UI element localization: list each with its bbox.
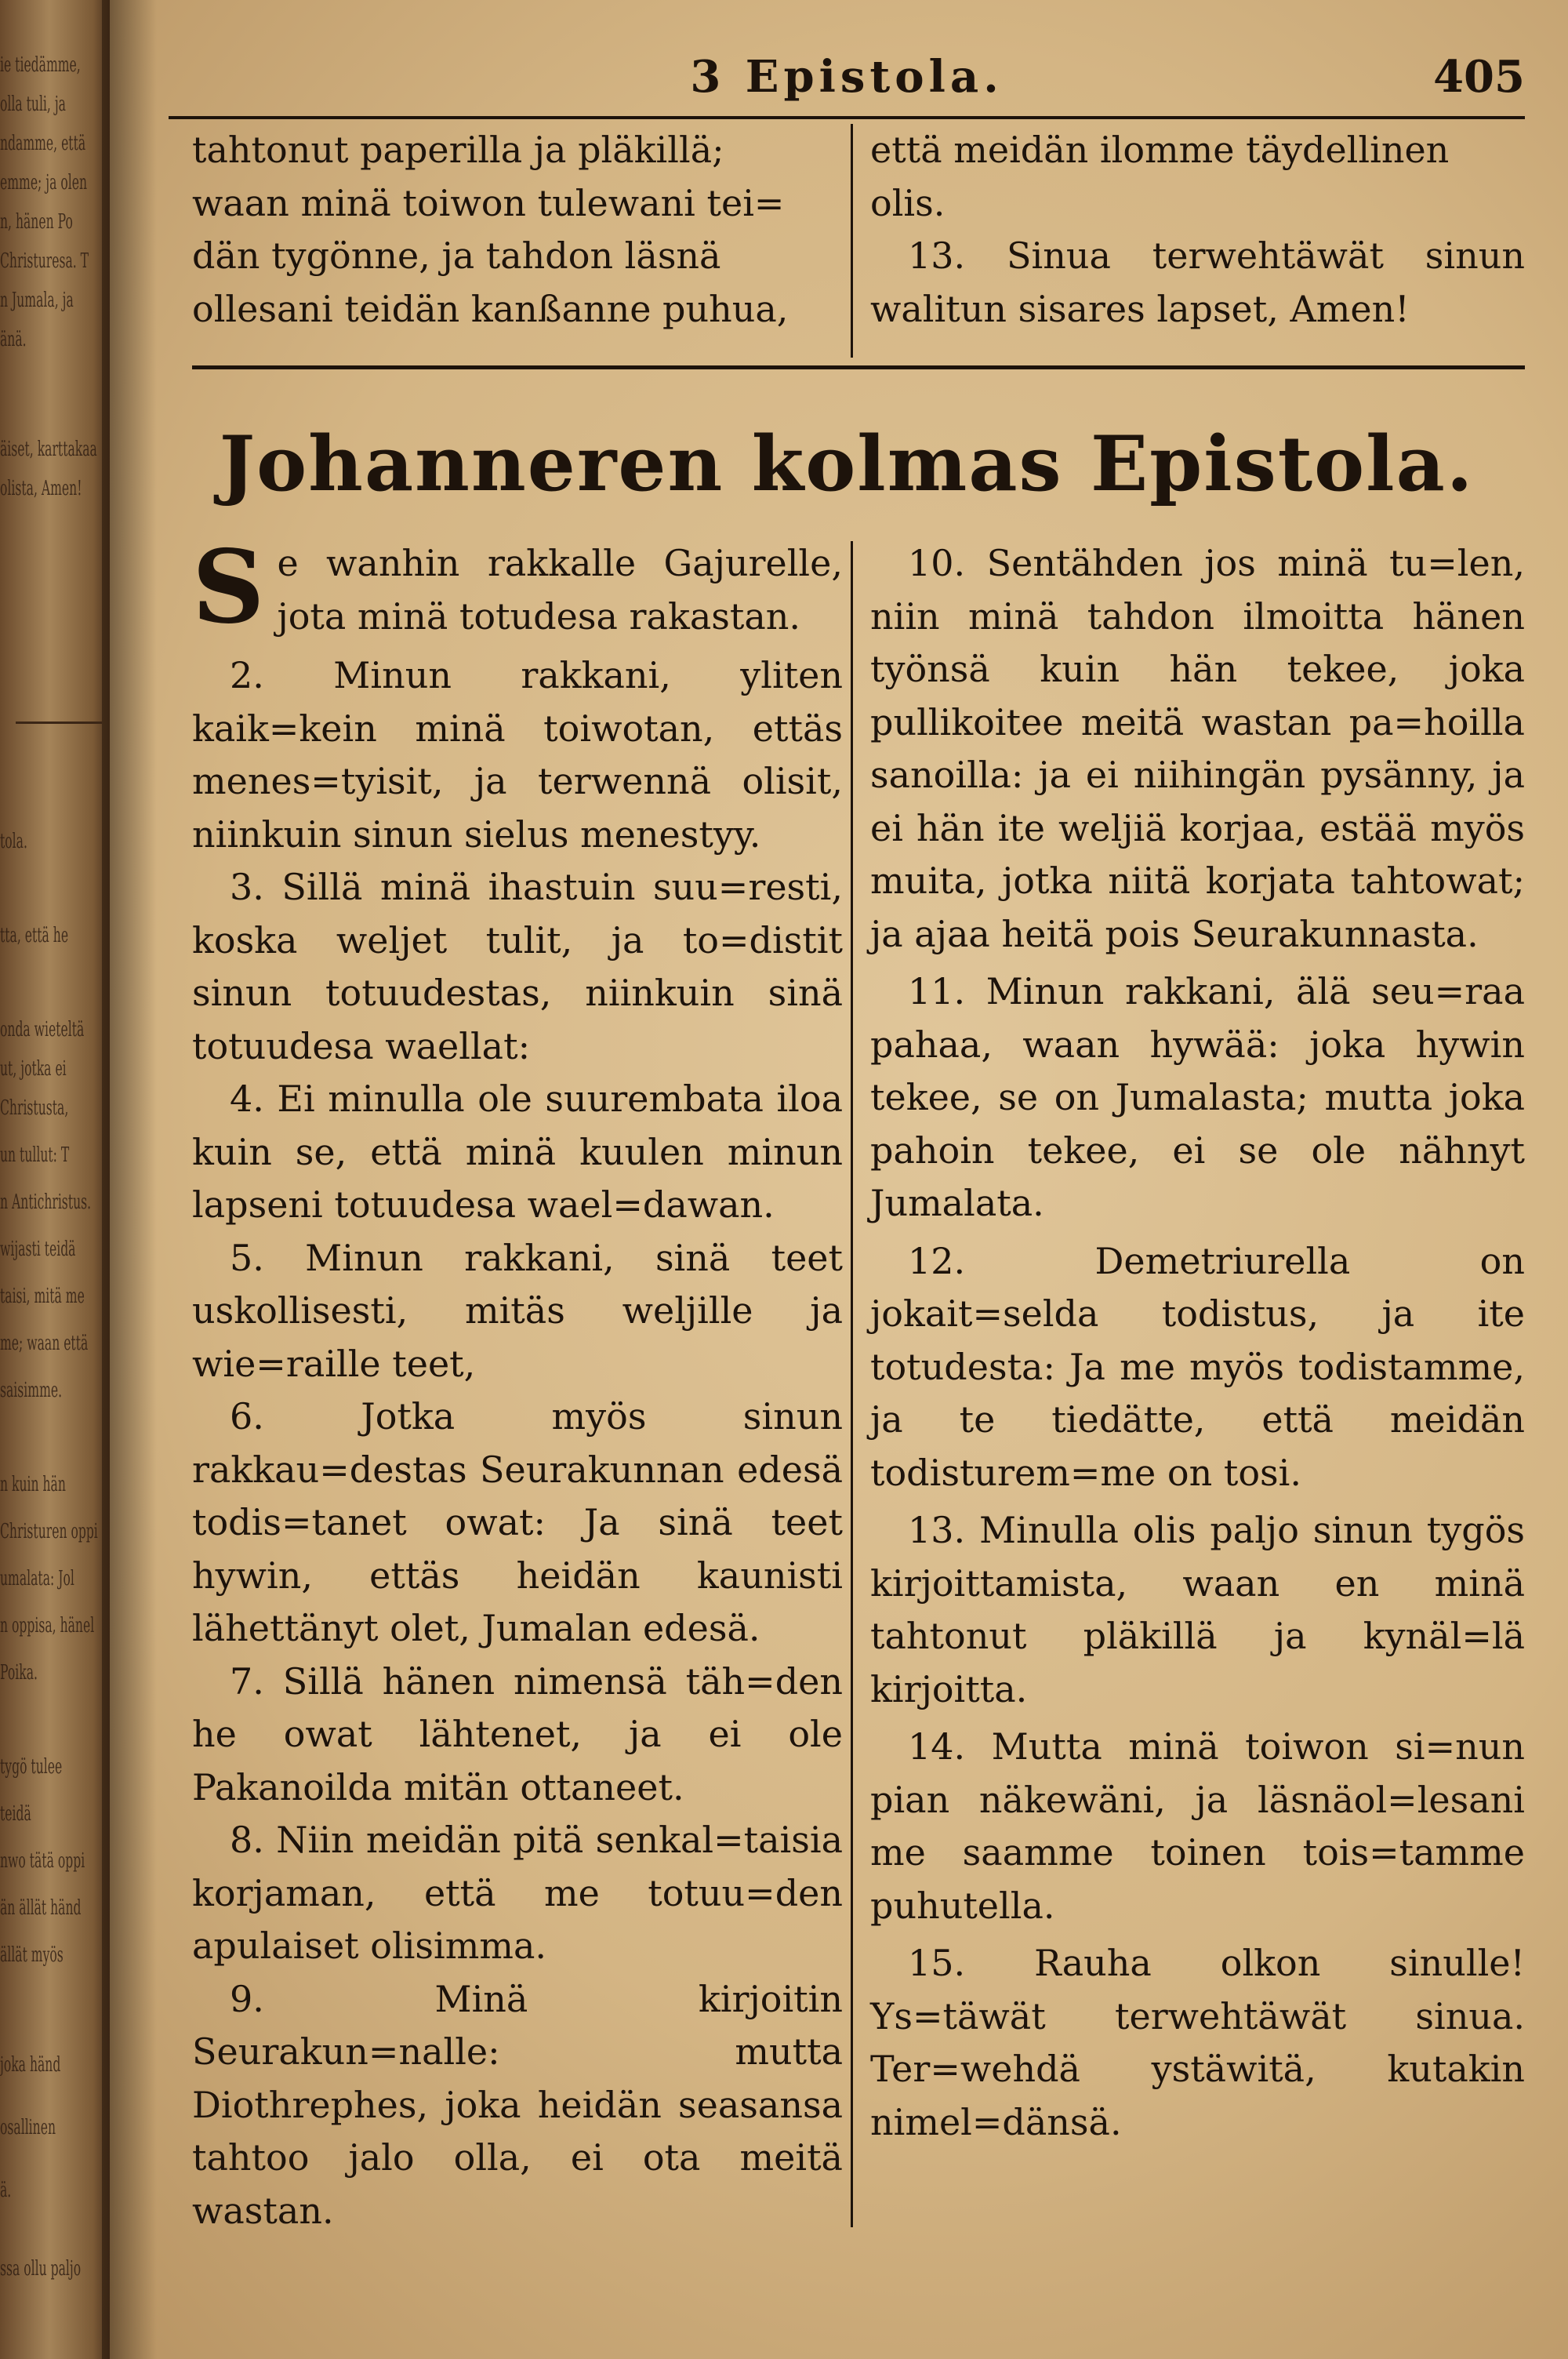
opening-text: e wanhin rakkalle Gajurelle, jota minä totudesa rakastan. [277,542,843,638]
facing-page-text: Poika. [0,1661,38,1685]
verse: 3. Sillä minä ihastuin suu=resti, koska weljet tulit, ja to=distit sinun totuudestas, niinkuin sinä totuudesa waellat: [192,866,843,1067]
verse: 12. Demetriurella on jokait=selda todistus, ja ite totudesta: Ja me myös todistamme, ja te tiedätte, että meidän todisturem=me on tosi. [870,1239,1525,1494]
facing-page-text: Christuren oppi [0,1520,98,1543]
facing-page-text: un tullut: T [0,1143,70,1167]
verse-13-previous: 13. Sinua terwehtäwät sinun walitun sisares lapset, Amen! [870,234,1525,330]
verse: 14. Mutta minä toiwon si=nun pian näkewäni, ja läsnäol=lesani me saamme toinen tois=tamme puhutella. [870,1725,1525,1927]
facing-page-text: onda wieteltä [0,1018,85,1041]
book-gutter-shadow [102,0,157,2359]
facing-page-text: än ällät händ [0,1896,82,1920]
facing-page-text: tygö tulee [0,1755,63,1779]
previous-epistle-right-column [870,124,1525,336]
facing-page-text: emme; ja olen [0,171,88,194]
facing-page-text: tola. [0,830,27,853]
text-line: että meidän ilomme täydellinen [870,129,1450,171]
section-rule [192,365,1525,369]
facing-page-text: ndamme, että [0,132,86,155]
verse: 4. Ei minulla ole suurembata iloa kuin se, että minä kuulen minun lapseni totuudesa wael=dawan. [192,1078,843,1226]
text-line: dän tygönne, ja tahdon läsnä [192,234,721,277]
facing-page-text: n Jumala, ja [0,289,74,312]
facing-page-text: nwo tätä oppi [0,1849,85,1873]
facing-page-edge [0,0,110,2359]
facing-page-rule [16,722,102,724]
running-header [169,45,1525,108]
facing-page-text: osallinen [0,2116,56,2139]
header-rule [169,116,1525,119]
facing-page-text: n Antichristus. [0,1190,92,1214]
verse: 11. Minun rakkani, älä seu=raa pahaa, waan hywää: joka hywin tekee, se on Jumalasta; mutta joka pahoin tekee, ei se ole nähnyt Jumalata. [870,970,1525,1224]
text-line: olis. [870,181,946,224]
facing-page-text: ut, jotka ei [0,1057,67,1081]
text-line: tahtonut paperilla ja pläkillä; [192,129,724,171]
verse: 15. Rauha olkon sinulle! Ys=täwät terwehtäwät sinua. Ter=wehdä ystäwitä, kutakin nimel=dänsä. [870,1942,1525,2143]
facing-page-text: n kuin hän [0,1473,66,1496]
verse: 9. Minä kirjoitin Seurakun=nalle: mutta Diothrephes, joka heidän seasansa tahtoo jalo olla, ei ota meitä wastan. [192,1977,843,2232]
facing-page-text: äiset, karttakaa [0,438,97,461]
epistle-title: Johanneren kolmas Epistola. [219,420,1475,508]
verse: 2. Minun rakkani, yliten kaik=kein minä toiwotan, ettäs menes=tyisit, ja terwennä olisit, niinkuin sinun sielus menestyy. [192,654,843,856]
book-page [169,31,1525,2329]
opening-verse [192,529,843,646]
verse: 13. Minulla olis paljo sinun tygös kirjoittamista, waan en minä tahtonut pläkillä ja kynäl=lä kirjoitta. [870,1509,1525,1710]
facing-page-text: umalata: Jol [0,1567,74,1590]
facing-page-text: ä. [0,2179,12,2202]
column-divider [851,541,853,2227]
facing-page-text: n oppisa, hänel [0,1614,95,1637]
facing-page-text: olista, Amen! [0,477,82,500]
facing-page-text: teidä [0,1802,31,1826]
verse: 8. Niin meidän pitä senkal=taisia korjaman, että me totuu=den apulaiset olisimma. [192,1819,843,1967]
drop-cap: S [192,529,265,646]
left-text-column [192,529,843,2237]
verse: 10. Sentähden jos minä tu=len, niin minä tahdon ilmoitta hänen työnsä kuin hän tekee, joka pullikoitee meitä wastan pa=hoilla sanoilla: ja ei niihingän pysänny, ja ei hän ite weljiä korjaa, estää myös muita, jotka niitä korjata tahtowat; ja ajaa heitä pois Seurakunnasta. [870,542,1525,955]
facing-page-text: ssa ollu paljo [0,2257,82,2281]
text-line: waan minä toiwon tulewani tei= [192,181,785,224]
verse: 5. Minun rakkani, sinä teet uskollisesti, mitäs weljille ja wie=raille teet, [192,1236,843,1385]
running-title: 3 Epistola. [690,51,1004,103]
facing-page-text: wijasti teidä [0,1238,76,1261]
facing-page-text: Christusta, [0,1096,69,1120]
facing-page-text: me; waan että [0,1332,89,1355]
facing-page-text: änä. [0,328,27,351]
facing-page-text: tta, että he [0,924,69,947]
facing-page-text: joka händ [0,2053,61,2077]
previous-epistle-left-column [192,124,843,336]
text-line: ollesani teidän kanßanne puhua, [192,287,789,330]
column-divider-top [851,124,853,358]
facing-page-text: saisimme. [0,1379,63,1402]
facing-page-text: n, hänen Po [0,210,73,234]
facing-page-text: ällät myös [0,1943,64,1967]
facing-page-text: ie tiedämme, [0,53,81,77]
facing-page-text: Christuresa. T [0,249,89,273]
facing-page-text: taisi, mitä me [0,1285,85,1308]
right-text-column [870,537,1525,2154]
facing-page-text: olla tuli, ja [0,93,66,116]
page-number: 405 [1433,51,1525,103]
verse: 6. Jotka myös sinun rakkau=destas Seurakunnan edesä todis=tanet owat: Ja sinä teet hywin, ettäs heidän kaunisti lähettänyt olet, Jumalan edesä. [192,1395,843,1649]
verse: 7. Sillä hänen nimensä täh=den he owat lähtenet, ja ei ole Pakanoilda mitän ottaneet. [192,1659,843,1808]
